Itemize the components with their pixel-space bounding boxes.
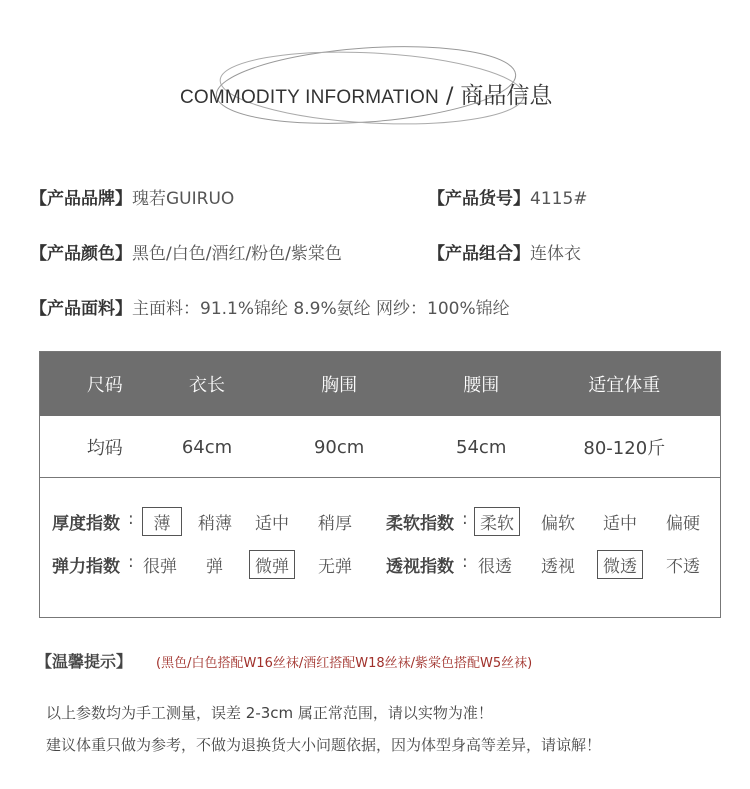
transparency-colon: : <box>462 552 468 572</box>
color-label: 【产品颜色】 <box>30 244 132 264</box>
thickness-option-thin-selected[interactable]: 薄 <box>142 507 182 536</box>
header-cell-waist: 腰围 <box>463 375 500 396</box>
elasticity-option-none[interactable]: 无弹 <box>318 557 352 577</box>
elasticity-option-slight-selected[interactable]: 微弹 <box>249 550 295 579</box>
sku-value: 4115# <box>530 189 588 209</box>
softness-option-fairly-soft[interactable]: 偏软 <box>541 514 575 534</box>
title-separator: / <box>445 84 454 109</box>
softness-option-fairly-hard[interactable]: 偏硬 <box>666 514 700 534</box>
table-row <box>40 416 720 478</box>
cell-size: 均码 <box>86 438 123 459</box>
transparency-option-slight-selected[interactable]: 微透 <box>597 550 643 579</box>
transparency-option-see-through[interactable]: 透视 <box>541 557 575 577</box>
thickness-label: 厚度指数 <box>52 514 120 534</box>
transparency-option-very[interactable]: 很透 <box>478 557 512 577</box>
header-cell-weight: 适宜体重 <box>588 375 661 396</box>
fabric-value: 主面料：91.1%锦纶 8.9%氨纶 网纱：100%锦纶 <box>132 299 510 319</box>
brand-value: 瑰若GUIRUO <box>132 189 235 209</box>
softness-label: 柔软指数 <box>386 514 454 534</box>
size-table-header <box>40 352 720 416</box>
elasticity-option-elastic[interactable]: 弹 <box>206 557 223 577</box>
sku-label: 【产品货号】 <box>428 189 530 209</box>
thickness-option-medium[interactable]: 适中 <box>255 514 289 534</box>
thickness-index <box>40 509 380 533</box>
info-combo <box>428 239 581 264</box>
size-table <box>39 351 721 478</box>
measurement-note: 以上参数均为手工测量，误差 2-3cm 属正常范围，请以实物为准！ <box>46 704 493 722</box>
info-brand <box>30 184 234 209</box>
fabric-label: 【产品面料】 <box>30 299 132 319</box>
color-value: 黑色/白色/酒红/粉色/紫棠色 <box>132 244 342 264</box>
thickness-option-slightly-thick[interactable]: 稍厚 <box>318 514 352 534</box>
softness-option-medium[interactable]: 适中 <box>603 514 637 534</box>
cell-length: 64cm <box>181 436 233 458</box>
elasticity-option-very[interactable]: 很弹 <box>143 557 177 577</box>
header-cell-size: 尺码 <box>86 375 123 396</box>
transparency-option-opaque[interactable]: 不透 <box>666 557 700 577</box>
page-title <box>180 77 552 110</box>
softness-option-soft-selected[interactable]: 柔软 <box>474 507 520 536</box>
header-cell-length: 衣长 <box>189 375 226 396</box>
transparency-label: 透视指数 <box>386 557 454 577</box>
transparency-index <box>380 552 720 576</box>
cell-waist: 54cm <box>456 436 507 458</box>
softness-index <box>380 509 720 533</box>
softness-colon: : <box>462 509 468 529</box>
info-fabric <box>30 294 510 319</box>
thickness-option-slightly-thin[interactable]: 稍薄 <box>198 514 232 534</box>
title-block <box>150 40 600 140</box>
header-cell-bust: 胸围 <box>321 375 358 396</box>
cell-weight: 80-120斤 <box>583 438 666 459</box>
combo-label: 【产品组合】 <box>428 244 530 264</box>
weight-reference-note: 建议体重只做为参考，不做为退换货大小问题依据，因为体型身高等差异，请谅解！ <box>46 736 602 754</box>
stocking-pairing-note: (黑色/白色搭配W16丝袜/酒红搭配W18丝袜/紫棠色搭配W5丝袜) <box>156 656 533 671</box>
fabric-index-box <box>39 478 721 618</box>
combo-value: 连体衣 <box>530 244 581 264</box>
title-en: COMMODITY INFORMATION <box>180 87 439 108</box>
cell-bust: 90cm <box>313 436 365 458</box>
brand-label: 【产品品牌】 <box>30 189 132 209</box>
info-sku <box>428 184 588 209</box>
elasticity-index <box>40 552 380 576</box>
tips-label: 【温馨提示】 <box>36 652 133 671</box>
info-color <box>30 239 342 264</box>
title-cn: 商品信息 <box>460 83 553 109</box>
thickness-colon: : <box>128 509 134 529</box>
elasticity-colon: : <box>128 552 134 572</box>
elasticity-label: 弹力指数 <box>52 557 120 577</box>
